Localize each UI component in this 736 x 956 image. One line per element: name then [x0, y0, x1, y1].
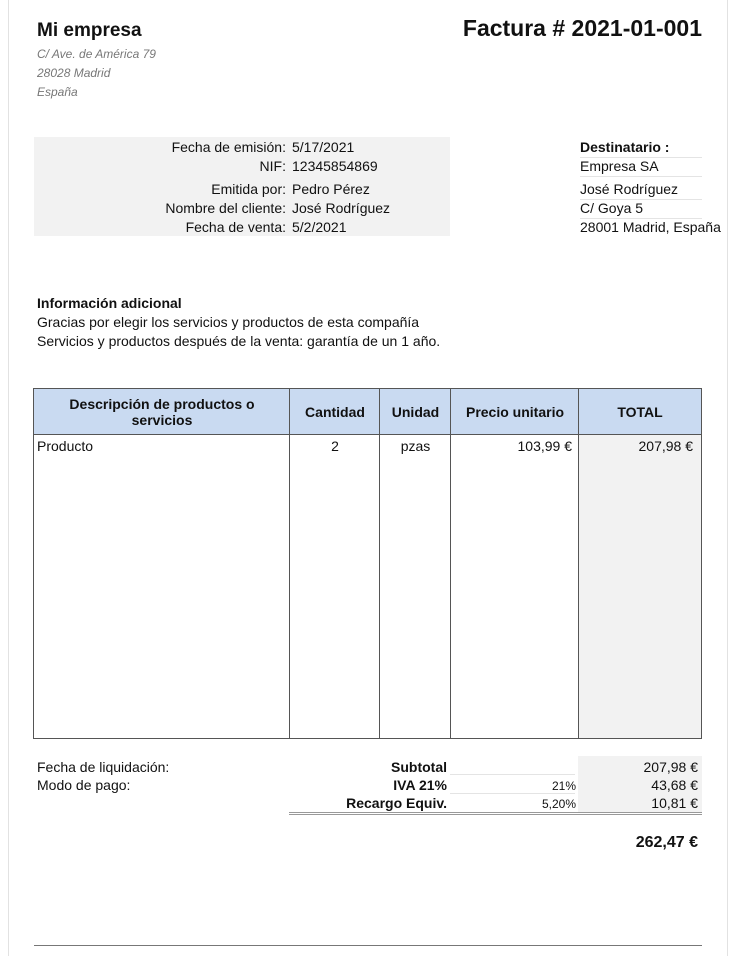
- recipient-line: 28001 Madrid, España: [580, 219, 721, 235]
- pct-divider: [450, 793, 575, 794]
- meta-value: 5/2/2021: [292, 219, 347, 235]
- header-description: Descripción de productos o servicios: [34, 389, 290, 435]
- additional-info-title: Información adicional: [37, 295, 182, 311]
- meta-row: [34, 219, 450, 237]
- surcharge-value: 10,81 €: [651, 795, 698, 811]
- company-name: Mi empresa: [37, 20, 142, 41]
- bottom-rule: [34, 945, 702, 946]
- grand-total: 262,47 €: [635, 834, 698, 851]
- meta-label: Fecha de emisión:: [171, 139, 286, 155]
- company-address-line: 28028 Madrid: [37, 66, 111, 80]
- meta-label: NIF:: [259, 158, 286, 174]
- meta-label: Fecha de venta:: [185, 219, 286, 235]
- meta-value: 12345854869: [292, 158, 378, 174]
- company-address-line: España: [37, 85, 78, 99]
- vat-label: IVA 21%: [393, 777, 447, 793]
- header-total: TOTAL: [579, 389, 701, 435]
- surcharge-label: Recargo Equiv.: [346, 795, 447, 811]
- payment-method-label: Modo de pago:: [37, 777, 131, 793]
- settlement-date-label: Fecha de liquidación:: [37, 759, 170, 775]
- company-address-line: C/ Ave. de América 79: [37, 47, 156, 61]
- vat-percent: 21%: [551, 779, 576, 793]
- totals-divider: [289, 812, 702, 815]
- total-column-shading: [579, 435, 701, 738]
- subtotal-label: Subtotal: [391, 759, 447, 775]
- additional-info-line: Servicios y productos después de la venta: garantía de un 1 año.: [37, 333, 441, 349]
- meta-value: José Rodríguez: [292, 200, 391, 216]
- page-right-edge: [727, 0, 728, 956]
- row-total: 207,98 €: [638, 438, 693, 454]
- subtotal-value: 207,98 €: [643, 759, 698, 775]
- recipient-title: Destinatario :: [580, 139, 702, 158]
- meta-value: Pedro Pérez: [292, 181, 370, 197]
- row-quantity: 2: [331, 438, 339, 454]
- vat-value: 43,68 €: [651, 777, 698, 793]
- invoice-meta-box: [34, 137, 450, 236]
- meta-row: [34, 181, 450, 199]
- row-description: Producto: [37, 438, 94, 454]
- meta-row: [34, 139, 450, 157]
- recipient-line: José Rodríguez: [580, 181, 702, 200]
- meta-label: Emitida por:: [211, 181, 286, 197]
- recipient-line: Empresa SA: [580, 158, 702, 177]
- recipient-line: C/ Goya 5: [580, 200, 702, 219]
- header-quantity: Cantidad: [290, 389, 380, 435]
- meta-label: Nombre del cliente:: [165, 200, 286, 216]
- page-left-edge: [8, 0, 9, 956]
- meta-row: [34, 200, 450, 218]
- header-unit-price: Precio unitario: [451, 389, 579, 435]
- invoice-title: Factura # 2021-01-001: [462, 15, 702, 41]
- additional-info-line: Gracias por elegir los servicios y productos de esta compañía: [37, 314, 420, 330]
- items-table: [33, 388, 702, 739]
- meta-row: [34, 158, 450, 176]
- row-unit-price: 103,99 €: [517, 438, 572, 454]
- pct-divider: [450, 774, 575, 775]
- row-unit: pzas: [400, 438, 431, 454]
- header-unit: Unidad: [380, 389, 451, 435]
- meta-value: 5/17/2021: [292, 139, 355, 155]
- surcharge-percent: 5,20%: [541, 797, 576, 811]
